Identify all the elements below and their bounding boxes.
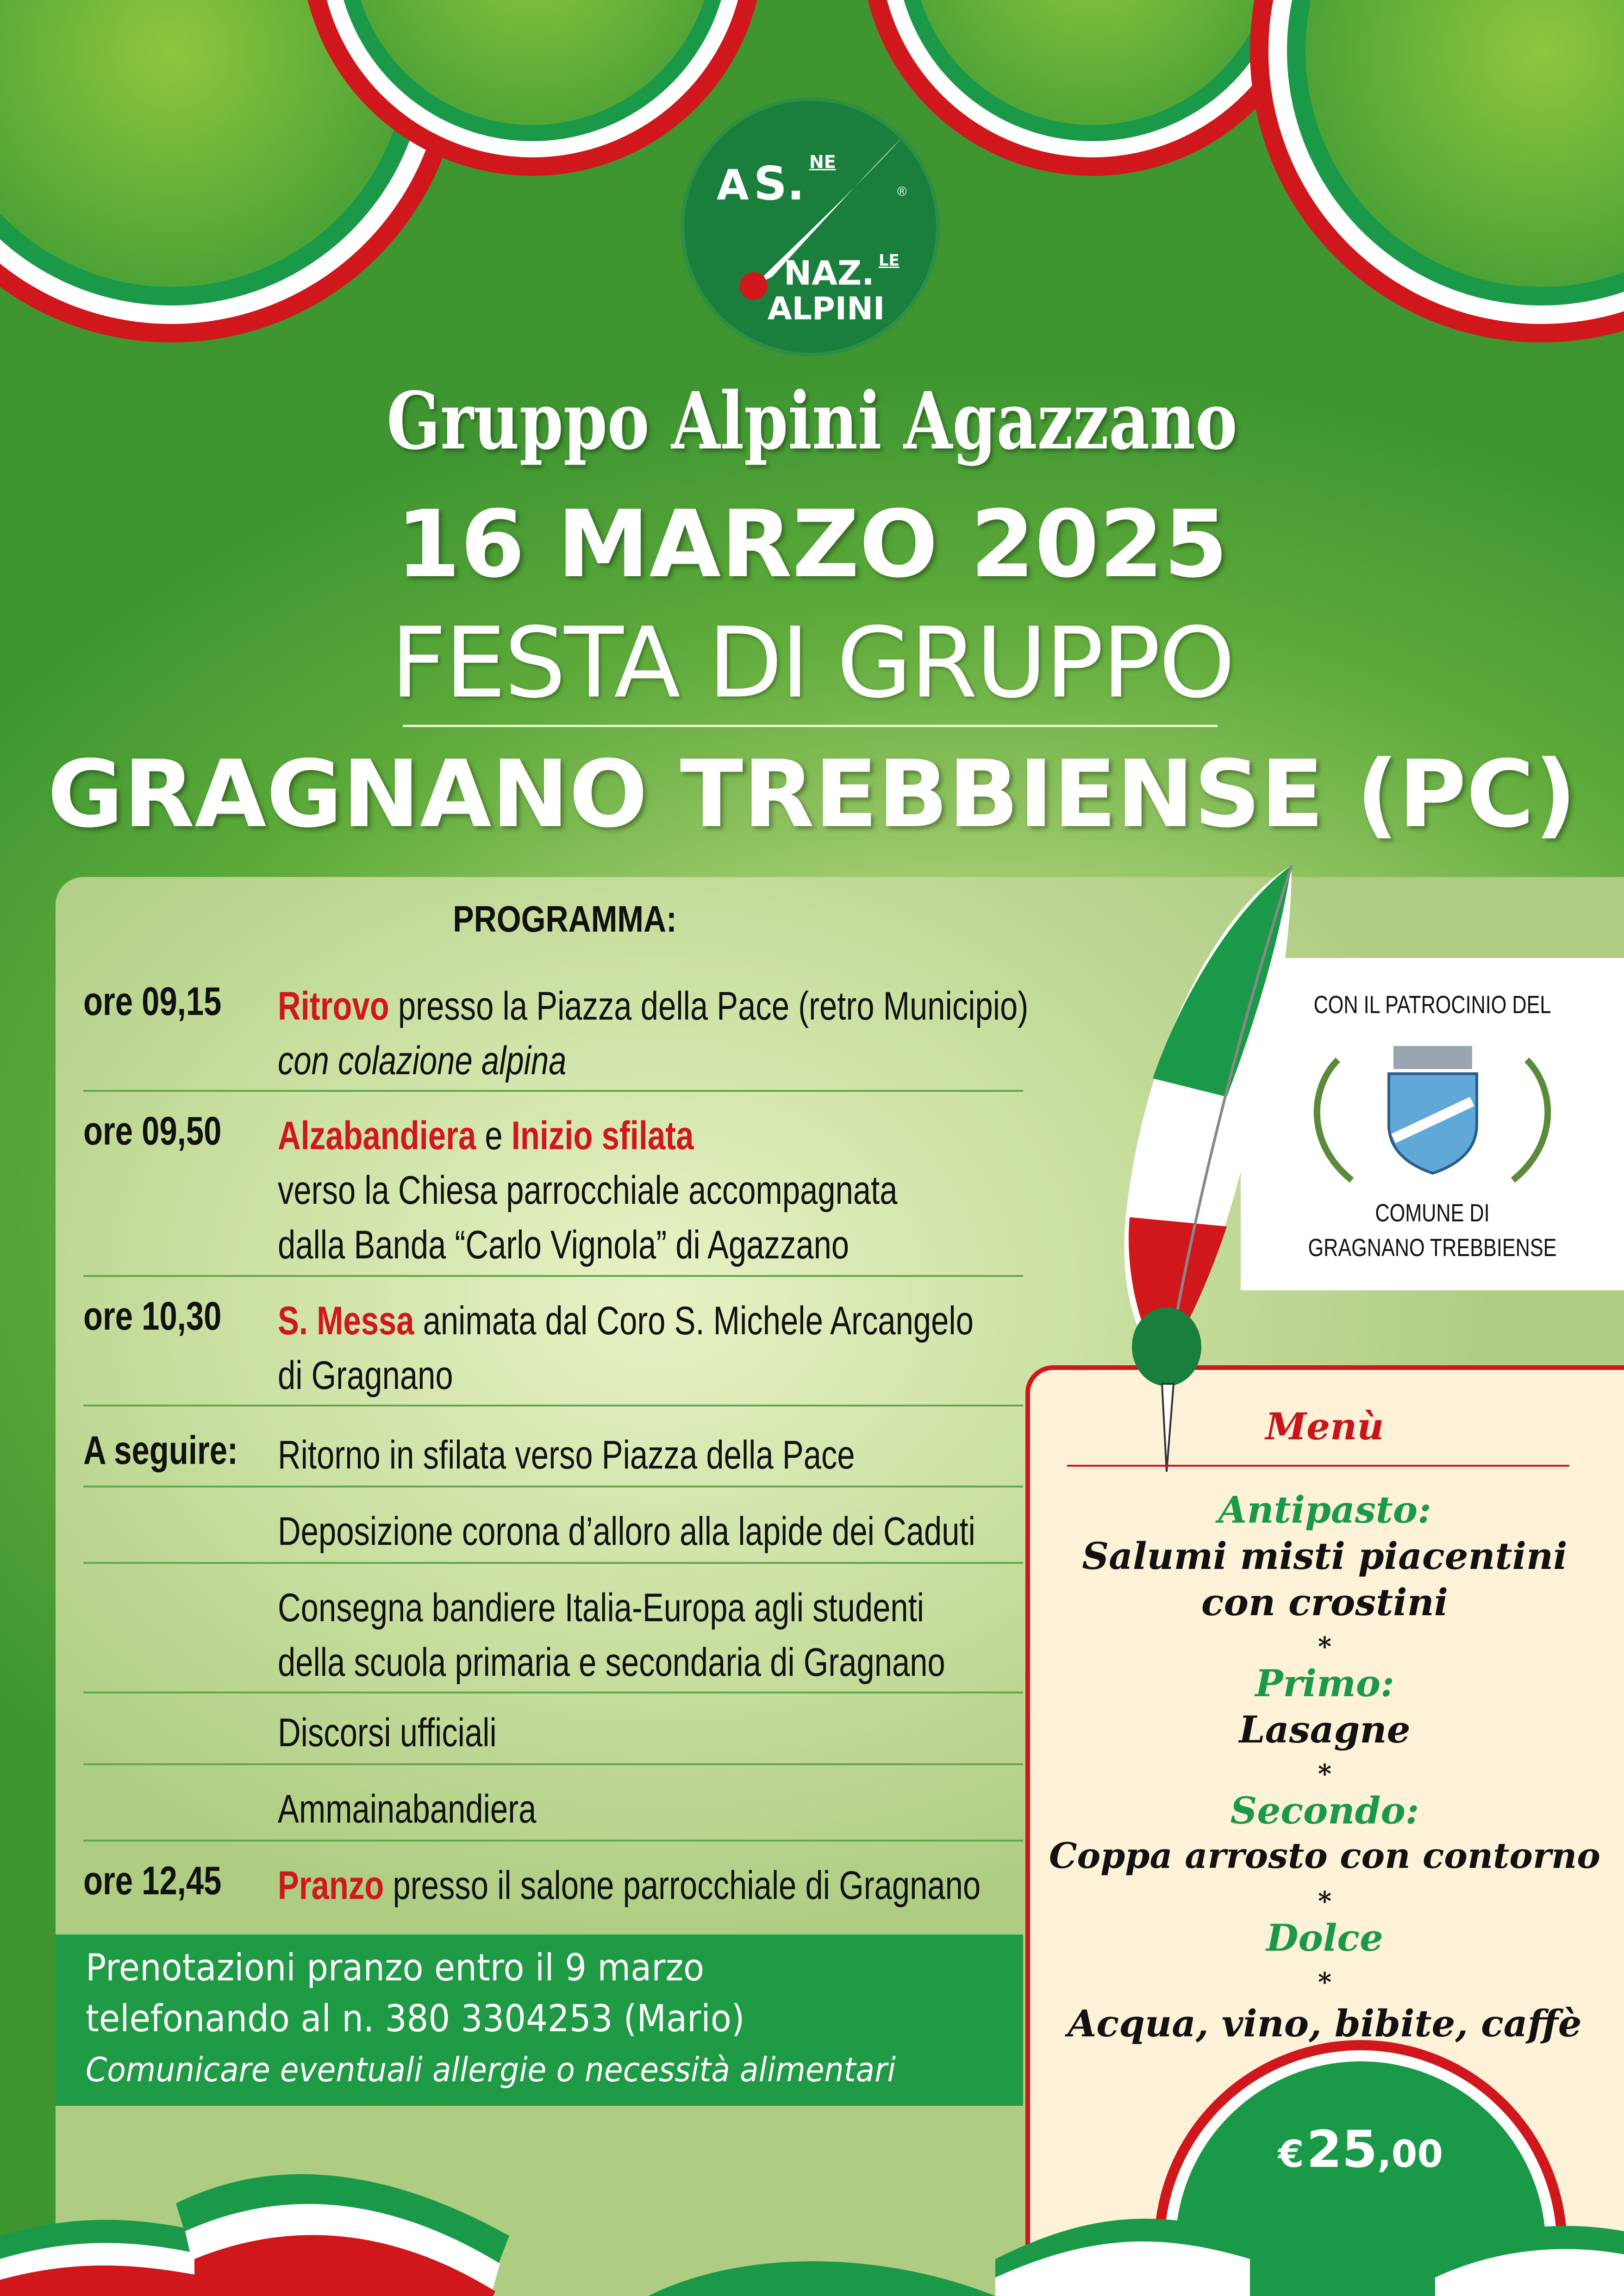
program-text: Discorsi ufficiali bbox=[278, 1711, 497, 1755]
menu-title-rule bbox=[1067, 1465, 1569, 1467]
booking-line-1: Prenotazioni pranzo entro il 9 marzo bbox=[86, 1946, 705, 1989]
program-time: ore 10,30 bbox=[83, 1294, 222, 1338]
program-time: ore 09,50 bbox=[83, 1109, 222, 1153]
program-text-line2: di Gragnano bbox=[278, 1353, 453, 1398]
patronage-name-2: GRAGNANO TREBBIENSE bbox=[1308, 1234, 1557, 1262]
ana-logo bbox=[681, 97, 940, 356]
logo-ne: NE bbox=[809, 152, 836, 172]
program-row bbox=[83, 1858, 1023, 1916]
event-date: 16 MARZO 2025 bbox=[396, 491, 1228, 598]
program-text-line2: con colazione alpina bbox=[278, 1039, 567, 1083]
menu-drinks: Acqua, vino, bibite, caffè bbox=[1068, 2002, 1582, 2045]
program-text: animata dal Coro S. Michele Arcangelo bbox=[414, 1299, 974, 1343]
program-row bbox=[83, 979, 1029, 1092]
menu-title: Menù bbox=[1265, 1405, 1384, 1448]
logo-registered: ® bbox=[897, 184, 907, 199]
program-text: Ritorno in sfilata verso Piazza della Pace bbox=[278, 1433, 855, 1477]
menu-antipasto-dish-1: Salumi misti piacentini bbox=[1082, 1534, 1568, 1578]
program-time: A seguire: bbox=[83, 1428, 238, 1473]
menu-primo-label: Primo: bbox=[1255, 1661, 1394, 1705]
price-decimals: ,00 bbox=[1377, 2133, 1443, 2176]
menu-separator: * bbox=[1318, 1967, 1332, 1997]
menu-separator: * bbox=[1318, 1631, 1332, 1662]
program-row bbox=[83, 1580, 1023, 1693]
menu-separator: * bbox=[1318, 1886, 1332, 1916]
patronage-caption: CON IL PATROCINIO DEL bbox=[1313, 991, 1551, 1019]
program-text-line2: verso la Chiesa parrocchiale accompagnata bbox=[278, 1168, 898, 1213]
tricolor-ribbon-bottom bbox=[0, 2143, 1624, 2296]
program-text: Ammainabandiera bbox=[278, 1787, 537, 1831]
program-row bbox=[83, 1782, 1023, 1842]
menu-secondo-dish: Coppa arrosto con contorno bbox=[1049, 1835, 1600, 1876]
program-highlight: Pranzo bbox=[278, 1863, 384, 1908]
program-row bbox=[83, 1504, 1023, 1564]
program-text: Deposizione corona d’alloro alla lapide dei Caduti bbox=[278, 1509, 975, 1554]
program-row bbox=[83, 1108, 1023, 1277]
program-row bbox=[83, 1705, 1023, 1765]
header-divider bbox=[403, 725, 1218, 727]
price-integer: 25 bbox=[1306, 2120, 1378, 2179]
patronage-name-1: COMUNE DI bbox=[1375, 1199, 1490, 1227]
program-text: presso il salone parrocchiale di Gragnano bbox=[384, 1863, 981, 1908]
logo-s: S. bbox=[754, 156, 805, 211]
menu-separator: * bbox=[1318, 1759, 1332, 1789]
program-row bbox=[83, 1294, 1023, 1406]
program-highlight: Ritrovo bbox=[278, 984, 389, 1028]
event-title: FESTA DI GRUPPO bbox=[390, 606, 1234, 720]
program-text-line2: della scuola primaria e secondaria di Gragnano bbox=[278, 1640, 945, 1685]
rosette-top-right bbox=[1250, 0, 1624, 342]
event-location: GRAGNANO TREBBIENSE (PC) bbox=[47, 740, 1577, 848]
group-name: Gruppo Alpini Agazzano bbox=[387, 375, 1237, 467]
logo-le: LE bbox=[879, 251, 899, 270]
booking-line-2: telefonando al n. 380 3304253 (Mario) bbox=[86, 1997, 745, 2040]
program-highlight: Alzabandiera bbox=[278, 1114, 476, 1158]
program-row bbox=[83, 1428, 1023, 1487]
program-highlight: S. Messa bbox=[278, 1299, 414, 1343]
program-time: ore 09,15 bbox=[83, 979, 222, 1024]
booking-line-3: Comunicare eventuali allergie o necessità alimentari bbox=[86, 2050, 896, 2089]
program-text-line3: dalla Banda “Carlo Vignola” di Agazzano bbox=[278, 1223, 849, 1267]
menu-dolce-label: Dolce bbox=[1266, 1916, 1383, 1960]
logo-alpini: ALPINI bbox=[768, 291, 885, 327]
program-text: presso la Piazza della Pace (retro Municipio) bbox=[389, 984, 1029, 1028]
menu-antipasto-label: Antipasto: bbox=[1218, 1488, 1431, 1531]
menu-antipasto-dish-2: con crostini bbox=[1201, 1580, 1449, 1624]
program-text: Consegna bandiere Italia-Europa agli studenti bbox=[278, 1586, 924, 1630]
program-highlight-2: Inizio sfilata bbox=[511, 1114, 694, 1158]
logo-naz: NAZ. bbox=[784, 254, 874, 292]
logo-a: A bbox=[717, 161, 749, 210]
price-currency: € bbox=[1278, 2133, 1304, 2176]
program-time: ore 12,45 bbox=[83, 1859, 222, 1903]
menu-primo-dish: Lasagne bbox=[1239, 1708, 1411, 1751]
program-text: e bbox=[476, 1114, 512, 1158]
program-title: PROGRAMMA: bbox=[453, 898, 677, 940]
menu-secondo-label: Secondo: bbox=[1230, 1789, 1419, 1832]
